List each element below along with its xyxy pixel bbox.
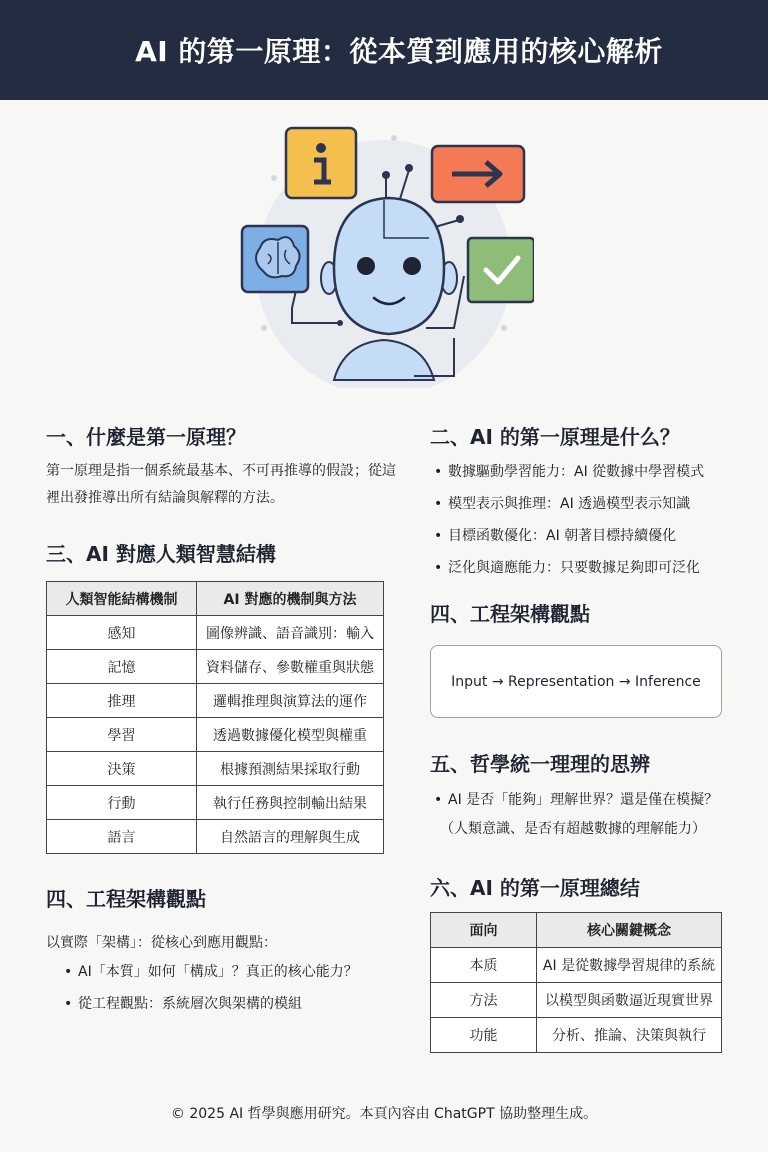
table-cell: AI 是從數據學習規律的系統: [537, 948, 722, 983]
table-cell: 學習: [47, 718, 197, 752]
section-4-left-list: [60, 956, 358, 1020]
check-icon: [468, 238, 534, 302]
table-row: [431, 1018, 722, 1053]
section-6-heading: 六、AI 的第一原理總结: [430, 876, 640, 900]
page-footer: © 2025 AI 哲學與應用研究。本頁內容由 ChatGPT 協助整理生成。: [170, 1106, 598, 1122]
list-item: • 目標函數優化：AI 朝著目標持續優化: [430, 520, 704, 552]
arrow-right-icon: [432, 146, 524, 202]
brain-icon: [242, 226, 308, 292]
table-row: [431, 983, 722, 1018]
section-4-left-heading: 四、工程架構觀點: [46, 887, 206, 911]
table-cell: 推理: [47, 684, 197, 718]
table-cell: 決策: [47, 752, 197, 786]
table-cell: 行動: [47, 786, 197, 820]
table-cell: 透過數據優化模型與權重: [197, 718, 384, 752]
page-title: AI 的第一原理：從本質到應用的核心解析: [135, 35, 663, 68]
table-row: [47, 684, 384, 718]
list-item: • AI「本質」如何「構成」？真正的核心能力？: [60, 956, 358, 988]
section-5-heading: 五、哲學統一理理的思辨: [430, 752, 650, 776]
table-header: 面向: [431, 913, 537, 948]
info-icon: [286, 128, 356, 198]
table-row: [47, 718, 384, 752]
table-header: 核心關鍵概念: [537, 913, 722, 948]
section-6-table: [430, 912, 722, 1053]
table-cell: 自然語言的理解與生成: [197, 820, 384, 854]
section-5-note: （人類意識、是否有超越數據的理解能力）: [440, 821, 706, 837]
table-cell: 功能: [431, 1018, 537, 1053]
table-cell: 分析、推論、決策與執行: [537, 1018, 722, 1053]
table-row: [47, 786, 384, 820]
table-cell: 資料儲存、參數權重與狀態: [197, 650, 384, 684]
list-item: • AI 是否「能夠」理解世界？還是僅在模擬？: [430, 784, 718, 816]
section-5-list: [430, 784, 718, 816]
table-header: AI 對應的機制與方法: [197, 582, 384, 616]
list-item: • 從工程觀點：系統層次與架構的模組: [60, 988, 358, 1020]
section-2-list: [430, 456, 704, 584]
table-cell: 根據預測結果採取行動: [197, 752, 384, 786]
section-4-left-intro: 以實際「架構」：從核心到應用觀點：: [46, 935, 277, 951]
table-row: [431, 948, 722, 983]
table-row: [47, 616, 384, 650]
table-cell: 執行任務與控制輸出結果: [197, 786, 384, 820]
table-row: [47, 752, 384, 786]
page-header: [0, 0, 768, 100]
table-cell: 感知: [47, 616, 197, 650]
hero-illustration: [234, 118, 534, 388]
table-cell: 邏輯推理與演算法的運作: [197, 684, 384, 718]
table-header: 人類智能結構機制: [47, 582, 197, 616]
table-cell: 以模型與函數逼近現實世界: [537, 983, 722, 1018]
list-item: • 泛化與適應能力：只要數據足夠即可泛化: [430, 552, 704, 584]
table-cell: 方法: [431, 983, 537, 1018]
robot-head-icon: [334, 198, 444, 334]
list-item: • 模型表示與推理：AI 透過模型表示知識: [430, 488, 704, 520]
section-1-heading: 一、什麼是第一原理？: [46, 425, 246, 449]
table-row: [47, 820, 384, 854]
section-3-table: [46, 581, 384, 854]
table-cell: 記憶: [47, 650, 197, 684]
table-row: [47, 650, 384, 684]
section-1-text: 第一原理是指一個系統最基本、不可再推導的假設；從這裡出發推導出所有結論與解釋的方法。: [46, 463, 396, 506]
table-cell: 本质: [431, 948, 537, 983]
list-item: • 數據驅動學習能力：AI 從數據中學習模式: [430, 456, 704, 488]
table-cell: 語言: [47, 820, 197, 854]
architecture-flow-box: [430, 645, 722, 718]
section-2-heading: 二、AI 的第一原理是什么？: [430, 425, 680, 449]
table-cell: 圖像辨識、語音識別：輸入: [197, 616, 384, 650]
section-3-heading: 三、AI 對應人類智慧結構: [46, 542, 276, 566]
architecture-flow-text: Input → Representation → Inference: [451, 673, 701, 690]
section-4-right-heading: 四、工程架構觀點: [430, 602, 590, 626]
